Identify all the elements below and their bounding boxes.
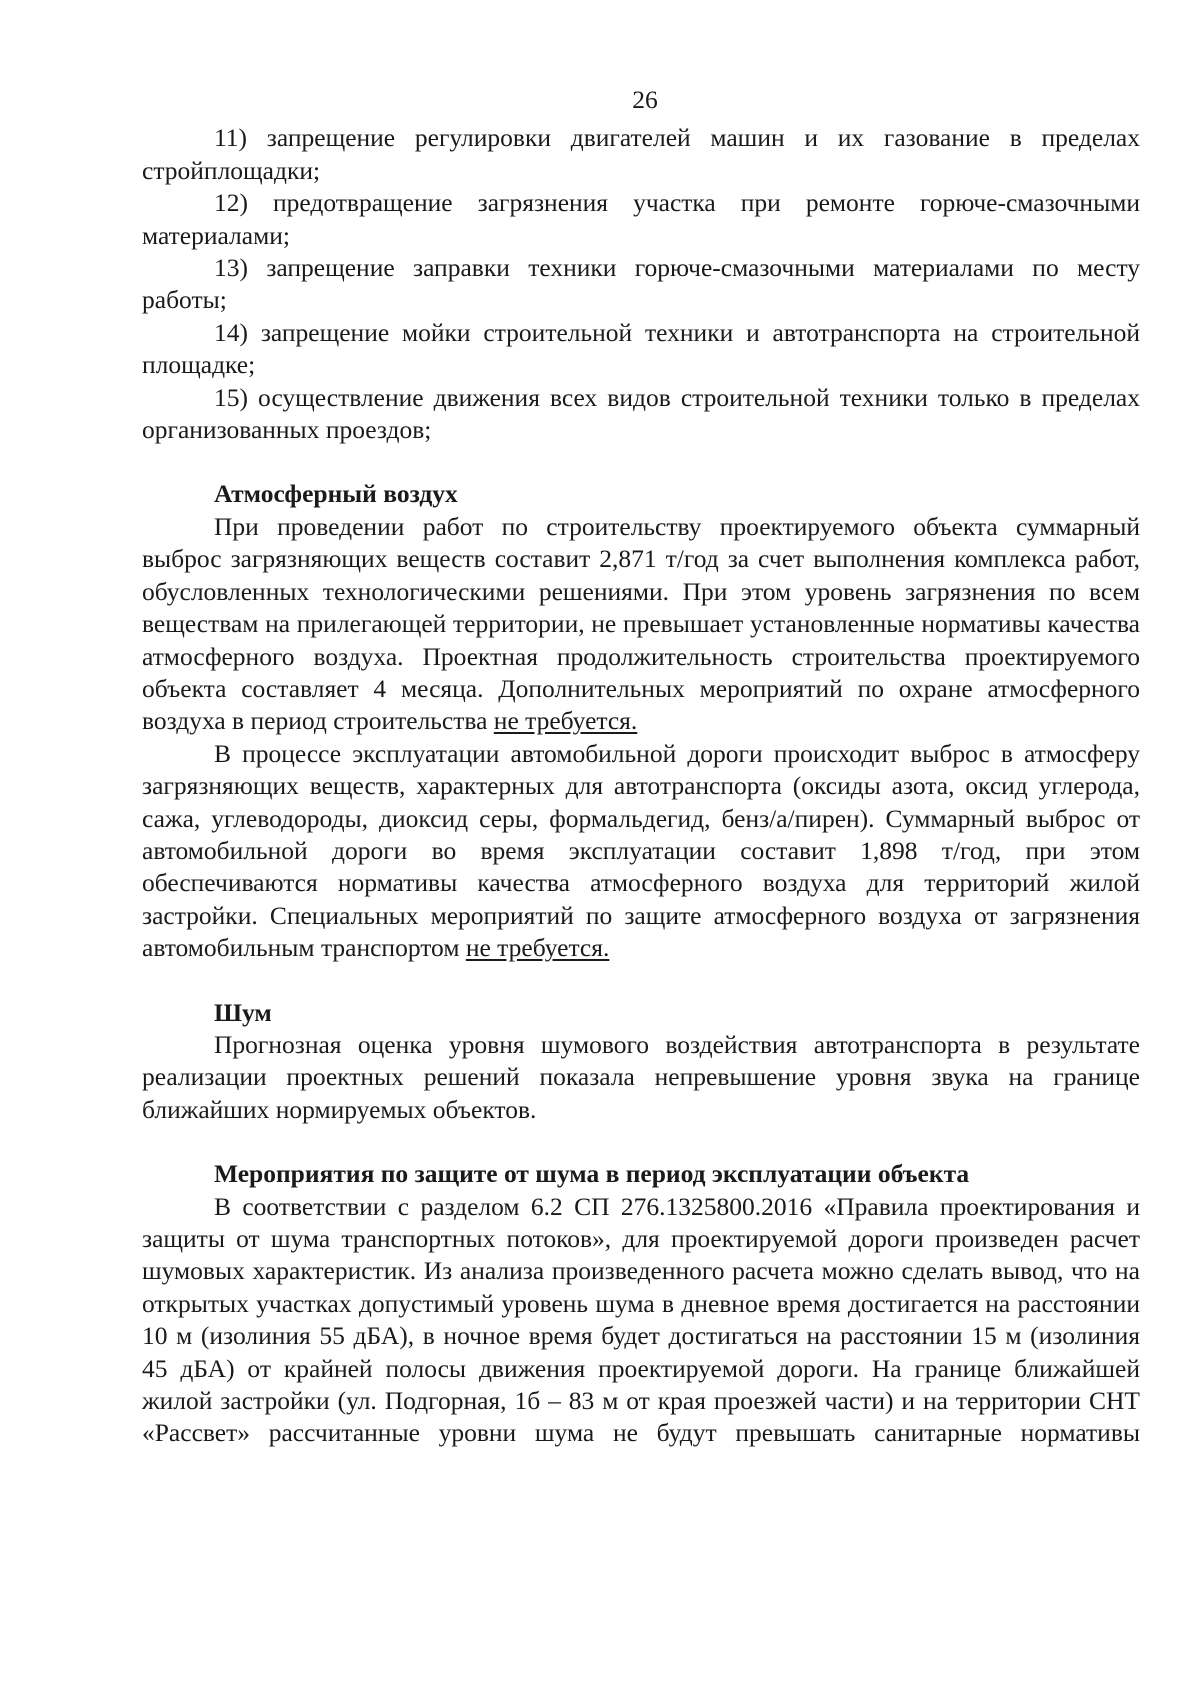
paragraph-air-construction-text: При проведении работ по строительству проектируемого объекта суммарный выброс загрязняющих веществ составит 2,871 т/год за счет выполнения комплекса работ, обусловленных технологическими решениями. При этом уровень загрязнения по всем веществам на прилегающей территории, не превышает установленные нормативы качества атмосферного воздуха. Проектная продолжительность строительства проектируемого объекта составляет 4 месяца. Дополнительных мероприятий по охране атмосферного воздуха в период строительства [142,511,1140,736]
heading-noise: Шум [214,997,272,1027]
not-required-underlined: не требуется. [493,706,638,736]
list-item-14: 14) запрещение мойки строительной техники и автотранспорта на строительной площадке; [142,317,1140,380]
paragraph-air-operation-text: В процессе эксплуатации автомобильной дороги происходит выброс в атмосферу загрязняющих веществ, характерных для автотранспорта (оксиды азота, оксид углерода, сажа, углеводороды, диоксид серы, формальдегид, бенз/а/пирен). Суммарный выброс от автомобильной дороги во время эксплуатации составит 1,898 т/год, при этом обеспечиваются нормативы качества атмосферного воздуха для территорий жилой застройки. Специальных мероприятий по защите атмосферного воздуха от загрязнения автомобильным транспортом [142,738,1140,963]
not-required-underlined: не требуется. [465,933,610,963]
paragraph-air-operation [142,738,1140,965]
document-page [142,84,1140,1450]
paragraph-air-construction [142,511,1140,738]
list-item-11: 11) запрещение регулировки двигателей машин и их газование в пределах стройплощадки; [142,123,1140,185]
paragraph-noise-calculation: В соответствии с разделом 6.2 СП 276.1325800.2016 «Правила проектирования и защиты от шума транспортных потоков», для проектируемой дороги произведен расчет шумовых характеристик. Из анализа произведенного расчета можно сделать вывод, что на открытых участках допустимый уровень шума в дневное время достигается на расстоянии 10 м (изолиния 55 дБА), в ночное время будет достигаться на расстоянии 15 м (изолиния 45 дБА) от крайней полосы движения проектируемой дороги. На границе ближайшей жилой застройки (ул. Подгорная, 1б – 83 м от края проезжей части) и на территории СНТ «Рассвет» рассчитанные уровни шума не будут превышать санитарные нормативы [142,1191,1140,1448]
heading-atmospheric-air: Атмосферный воздух [214,479,458,509]
paragraph-noise-forecast: Прогнозная оценка уровня шумового воздействия автотранспорта в результате реализации проектных решений показала непревышение уровня звука на границе ближайших нормируемых объектов. [142,1029,1140,1124]
page-number: 26 [632,85,658,114]
heading-noise-measures: Мероприятия по защите от шума в период эксплуатации объекта [214,1159,970,1189]
list-item-15: 15) осуществление движения всех видов строительной техники только в пределах организованных проездов; [142,382,1140,445]
list-item-13: 13) запрещение заправки техники горюче-смазочными материалами по месту работы; [142,253,1140,315]
list-item-12: 12) предотвращение загрязнения участка при ремонте горюче-смазочными материалами; [142,188,1140,250]
